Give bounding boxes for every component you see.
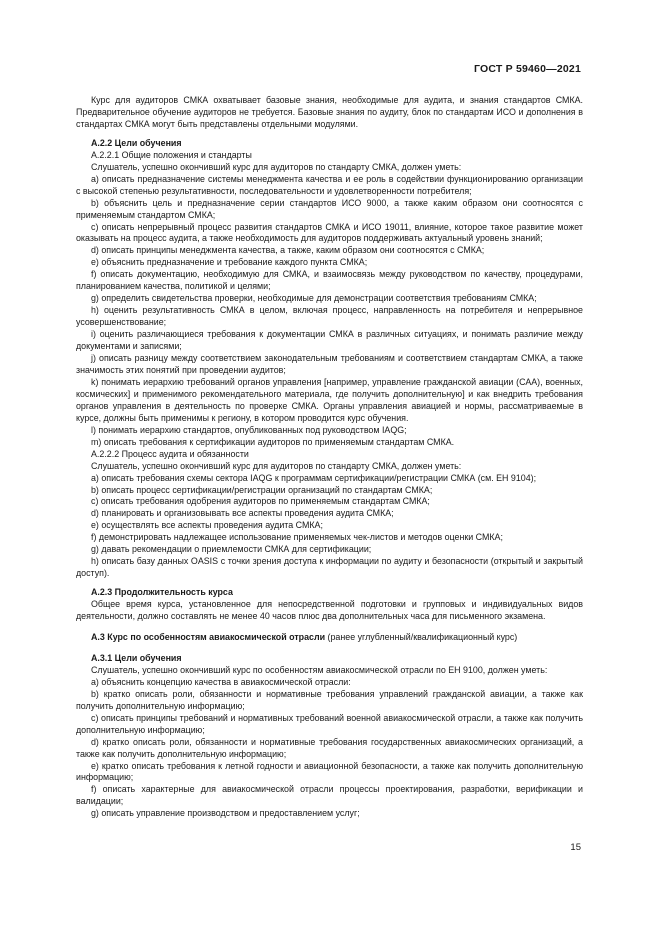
list-item: i) оценить различающиеся требования к документации СМКА в различных ситуациях, и понимать различие между документами и записями;	[76, 329, 583, 352]
list-item: d) кратко описать роли, обязанности и нормативные требования государственных авиакосмических организаций, а также как получить дополнительную информацию;	[76, 736, 583, 759]
list-item: a) описать предназначение системы менеджмента качества и ее роль в содействии функционированию организации с высокой степенью результативности, последовательности и удовлетворенности потребителя;	[76, 173, 583, 196]
intro-paragraph: Курс для аудиторов СМКА охватывает базовые знания, необходимые для аудита, и знания стандартов СМКА. Предварительное обучение аудиторов не требуется. Базовые знания по аудиту, блок по стандартам ИСО и дополнения в стандартах СМКА могут быть представлены отдельными модулями.	[76, 95, 583, 129]
list-item: j) описать разницу между соответствием законодательным требованиям и соответствием стандартам СМКА, а также значимость этих понятий при проведении аудитов;	[76, 353, 583, 375]
list-item: h) описать базу данных OASIS с точки зрения доступа к информации по аудиту и безопасности (открытый и закрытый доступ).	[76, 556, 583, 579]
list-item: l) понимать иерархию стандартов, опубликованных под руководством IAQG;	[91, 424, 407, 435]
standard-number: ГОСТ Р 59460—2021	[473, 63, 581, 75]
list-item: c) описать принципы требований и нормативных требований военной авиакосмической отрасли, а также как получить дополнительную информацию;	[76, 712, 583, 735]
list-item: a) объяснить концепцию качества в авиакосмической отрасли:	[91, 676, 351, 687]
list-item: k) понимать иерархию требований органов управления [например, управление гражданской авиации (САА), военных, космических] и применимого рекомендательного материала, где получить дополнительную] и как внедрить требования органов управления в деятельность по проверке СМКА. Органы управления авиацией и нормы, рассматриваемые в курсе, должны быть применимы к региону, в котором проводится курс обучения.	[76, 376, 583, 423]
list-item: a) описать требования схемы сектора IAQG к программам сертификации/регистрации СМКА (см. ЕН 9104);	[91, 472, 537, 483]
list-item: f) описать документацию, необходимую для СМКА, и взаимосвязь между руководством по качеству, процедурами, планированием качества, политикой и целями;	[76, 269, 583, 292]
list-item: g) давать рекомендации о приемлемости СМКА для сертификации;	[91, 544, 372, 555]
list-item: f) демонстрировать надлежащее использование применяемых чек-листов и методов оценки СМКА;	[91, 532, 503, 543]
section-a31-lead: Слушатель, успешно окончивший курс по особенностям авиакосмической отрасли по ЕН 9100, должен уметь:	[91, 664, 548, 675]
section-a3-title	[76, 632, 583, 644]
list-item: m) описать требования к сертификации аудиторов по применяемым стандартам СМКА.	[91, 436, 455, 447]
list-item: b) описать процесс сертификации/регистрации организаций по стандартам СМКА;	[91, 484, 433, 495]
list-item: g) описать управление производством и предоставлением услуг;	[91, 808, 360, 819]
list-item: h) оценить результативность СМКА в целом, включая процесс, направленность на потребителя и непрерывное усовершенствование;	[76, 305, 583, 328]
list-item: b) кратко описать роли, обязанности и нормативные требования управлений гражданской авиации, а также как получить дополнительную информацию;	[76, 688, 583, 711]
subsection-a221-lead: Слушатель, успешно окончивший курс для аудиторов по стандарту СМКА, должен уметь:	[91, 161, 462, 172]
list-item: c) описать требования одобрения аудиторов по применяемым стандартам СМКА;	[91, 496, 430, 507]
section-a31-title: А.3.1 Цели обучения	[91, 652, 182, 663]
list-item: f) описать характерные для авиакосмической отрасли процессы проектирования, разработки, верификации и валидации;	[76, 784, 583, 807]
page-number: 15	[570, 842, 581, 853]
list-item: d) описать принципы менеджмента качества, а также, каким образом они соотносятся с СМКА;	[91, 245, 485, 256]
list-item: e) кратко описать требования к летной годности и авиационной безопасности, а также как получить дополнительную информацию;	[76, 760, 583, 783]
subsection-a222-lead: Слушатель, успешно окончивший курс для аудиторов по стандарту СМКА, должен уметь:	[91, 460, 462, 471]
section-a23-text: Общее время курса, установленное для непосредственной подготовки и групповых и индивидуальных видов деятельности, должно составлять не менее 40 часов плюс два дополнительных часа для письменного экзамена.	[76, 599, 583, 622]
subsection-a222-title: А.2.2.2 Процесс аудита и обязанности	[91, 448, 249, 459]
list-item: e) осуществлять все аспекты проведения аудита СМКА;	[91, 520, 323, 531]
section-a22-title: А.2.2 Цели обучения	[91, 137, 182, 148]
list-item: c) описать непрерывный процесс развития стандартов СМКА и ИСО 19011, влияние, которое такое развитие может оказывать на процесс аудита, а также необходимость для аудиторов поддерживать актуальный уровень знаний;	[76, 221, 583, 244]
page-body	[76, 95, 583, 820]
list-item: d) планировать и организовывать все аспекты проведения аудита СМКА;	[91, 508, 394, 519]
section-a3-title-note: (ранее углубленный/квалификационный курс)	[325, 631, 518, 642]
list-item: b) объяснить цель и предназначение серии стандартов ИСО 9000, а также каким образом они соотносятся с применяемым стандартом СМКА;	[76, 197, 583, 220]
section-a23-title: А.2.3 Продолжительность курса	[91, 587, 233, 598]
section-a3-title-bold: А.3 Курс по особенностям авиакосмической отрасли	[91, 631, 326, 642]
list-item: g) определить свидетельства проверки, необходимые для демонстрации соответствия требованиям СМКА;	[91, 293, 537, 304]
subsection-a221-title: А.2.2.1 Общие положения и стандарты	[91, 149, 252, 160]
list-item: e) объяснить предназначение и требование каждого пункта СМКА;	[91, 257, 368, 268]
